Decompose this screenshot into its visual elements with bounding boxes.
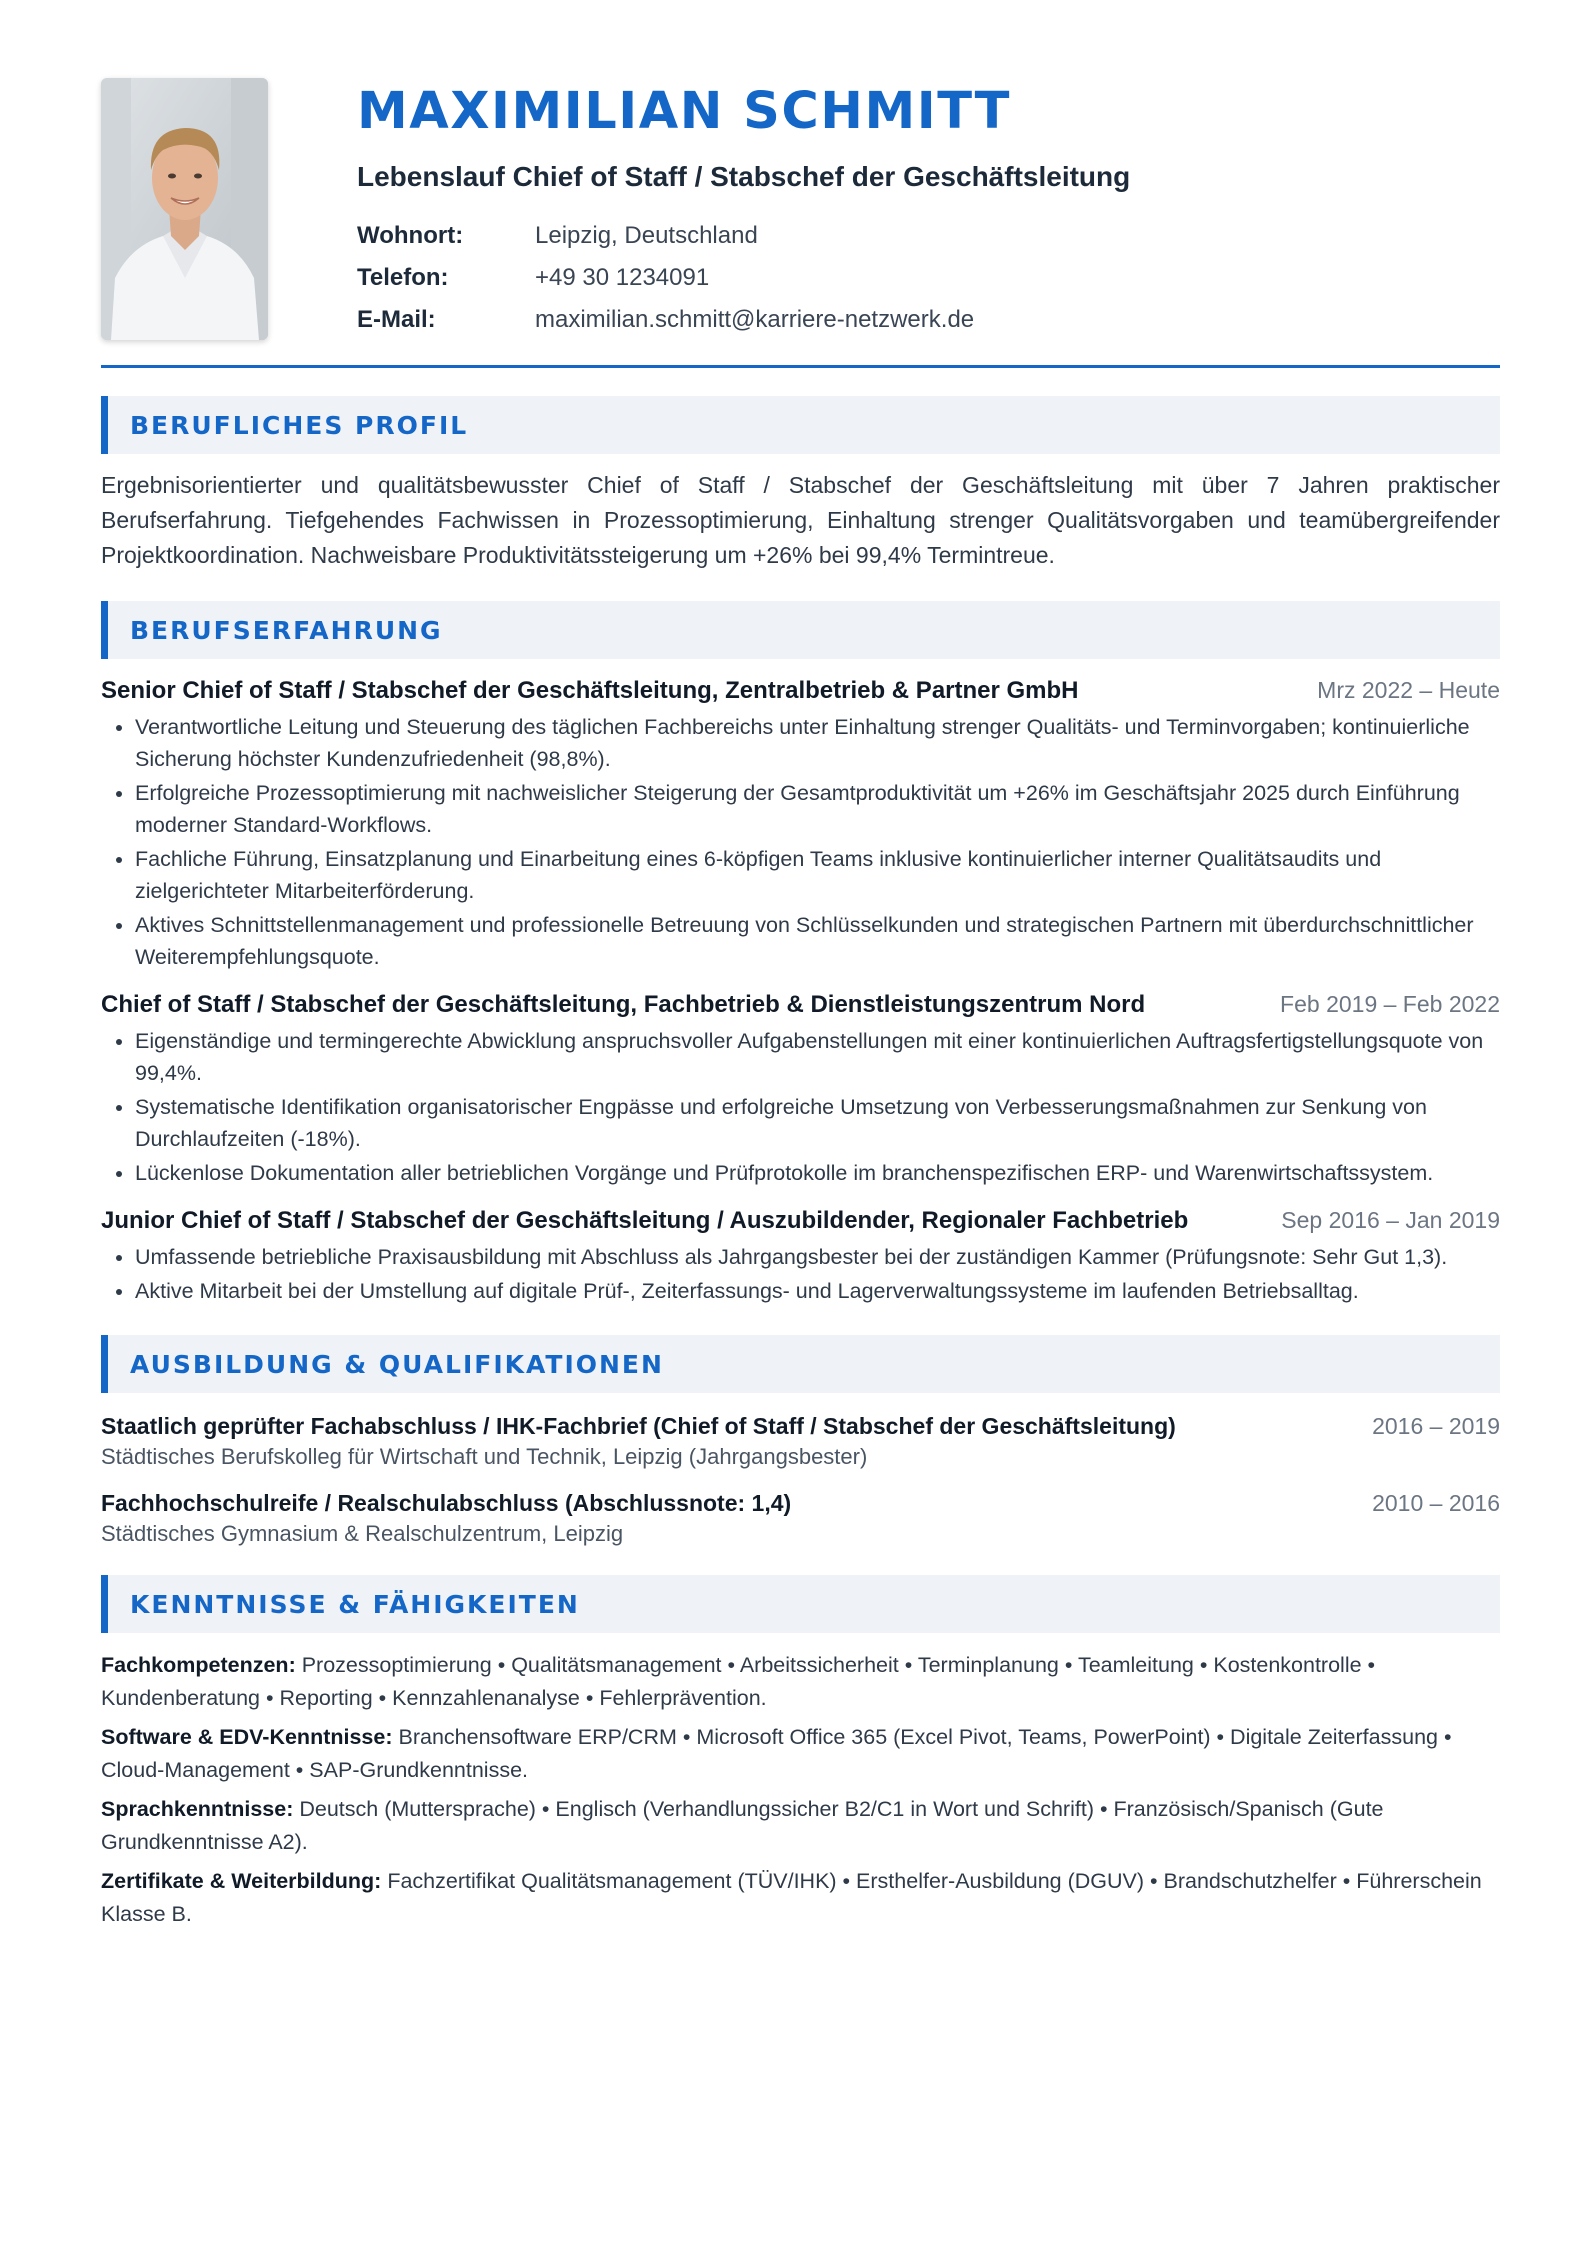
contact-label: E-Mail: [357,306,436,333]
skill-line [101,1649,1500,1715]
job-entry [101,991,1500,1189]
header-divider [101,365,1500,368]
skill-text: Deutsch (Muttersprache) • Englisch (Verhandlungssicher B2/C1 in Wort und Schrift) • Französisch/Spanisch (Gute Grundkenntnisse A2). [101,1797,1384,1854]
job-header [101,991,1500,1019]
education-title: Staatlich geprüfter Fachabschluss / IHK-Fachbrief (Chief of Staff / Stabschef der Geschäftsleitung) [101,1413,1176,1439]
job-bullets [101,711,1500,973]
skill-line [101,1721,1500,1787]
location-value: Leipzig, Deutschland [535,222,758,249]
education-institution: Städtisches Gymnasium & Realschulzentrum, Leipzig [101,1521,624,1546]
job-header [101,677,1500,705]
education-date: 2016 – 2019 [1372,1413,1500,1439]
contact-label: Wohnort: [357,222,464,249]
skill-label: Fachkompetenzen: [101,1653,296,1677]
section-title: KENNTNISSE & FÄHIGKEITEN [130,1589,580,1619]
section-header-profile [101,396,1500,454]
profile-photo [101,78,268,340]
education-date: 2010 – 2016 [1372,1490,1500,1516]
job-bullet: • Systematische Identifikation organisatorischer Engpässe und erfolgreiche Umsetzung von Verbesserungsmaßnahmen zur Senkung von Durchlaufzeiten (-18%). [135,1091,1500,1155]
education-title: Fachhochschulreife / Realschulabschluss (Abschlussnote: 1,4) [101,1490,792,1516]
job-header [101,1207,1500,1235]
job-bullet: • Fachliche Führung, Einsatzplanung und Einarbeitung eines 6-köpfigen Teams inklusive kontinuierlicher interner Qualitätsaudits und zielgerichteter Mitarbeiterförderung. [135,843,1500,907]
section-header-education [101,1335,1500,1393]
section-title: BERUFSERFAHRUNG [130,615,443,645]
job-bullet: • Erfolgreiche Prozessoptimierung mit nachweislicher Steigerung der Gesamtproduktivität um +26% im Geschäftsjahr 2025 durch Einführung moderner Standard-Workflows. [135,777,1500,841]
education-header [101,1490,1500,1517]
profile-text: Ergebnisorientierter und qualitätsbewusster Chief of Staff / Stabschef der Geschäftsleitung mit über 7 Jahren praktischer Berufserfahrung. Tiefgehendes Fachwissen in Prozessoptimierung, Einhaltung strenger Qualitätsvorgaben und teamübergreifender Projektkoordination. Nachweisbare Produktivitätssteigerung um +26% bei 99,4% Termintreue. [101,472,1500,568]
job-bullet: • Aktives Schnittstellenmanagement und professionelle Betreuung von Schlüsselkunden und strategischen Partnern mit überdurchschnittlicher Weiterempfehlungsquote. [135,909,1500,973]
resume-header [101,78,1500,341]
job-bullet: • Verantwortliche Leitung und Steuerung des täglichen Fachbereichs unter Einhaltung strenger Qualitäts- und Terminvorgaben; kontinuierliche Sicherung höchster Kundenzufriedenheit (98,8%). [135,711,1500,775]
candidate-name: MAXIMILIAN SCHMITT [357,82,1011,141]
job-bullet: • Eigenständige und termingerechte Abwicklung anspruchsvoller Aufgabenstellungen mit einer kontinuierlichen Auftragsfertigstellungsquote von 99,4%. [135,1025,1500,1089]
skill-line [101,1793,1500,1859]
resume-subtitle: Lebenslauf Chief of Staff / Stabschef der Geschäftsleitung [357,161,1131,192]
job-title: Senior Chief of Staff / Stabschef der Geschäftsleitung, Zentralbetrieb & Partner GmbH [101,677,1079,704]
portrait-image [101,78,268,340]
section-header-skills [101,1575,1500,1633]
job-date: Mrz 2022 – Heute [1317,677,1500,703]
section-header-experience [101,601,1500,659]
job-bullet: • Umfassende betriebliche Praxisausbildung mit Abschluss als Jahrgangsbester bei der zuständigen Kammer (Prüfungsnote: Sehr Gut 1,3). [135,1241,1500,1273]
education-entry [101,1413,1500,1470]
job-entry [101,1207,1500,1307]
skill-text: Fachzertifikat Qualitätsmanagement (TÜV/IHK) • Ersthelfer-Ausbildung (DGUV) • Brandschutzhelfer • Führerschein Klasse B. [101,1869,1482,1926]
skills-block [101,1649,1500,1931]
education-institution: Städtisches Berufskolleg für Wirtschaft und Technik, Leipzig (Jahrgangsbester) [101,1444,868,1469]
contact-row-location [357,215,1130,257]
skill-line [101,1865,1500,1931]
skill-label: Zertifikate & Weiterbildung: [101,1869,382,1893]
email-value: maximilian.schmitt@karriere-netzwerk.de [535,306,975,333]
contact-row-phone [357,257,1130,299]
job-bullet: • Aktive Mitarbeit bei der Umstellung auf digitale Prüf-, Zeiterfassungs- und Lagerverwaltungssysteme im laufenden Betriebsalltag. [135,1275,1500,1307]
education-header [101,1413,1500,1440]
job-bullets [101,1241,1500,1307]
job-date: Feb 2019 – Feb 2022 [1280,991,1500,1017]
section-title: BERUFLICHES PROFIL [130,410,469,440]
section-title: AUSBILDUNG & QUALIFIKATIONEN [130,1349,664,1379]
job-title: Chief of Staff / Stabschef der Geschäftsleitung, Fachbetrieb & Dienstleistungszentrum Nord [101,991,1146,1018]
skill-label: Sprachkenntnisse: [101,1797,294,1821]
skill-label: Software & EDV-Kenntnisse: [101,1725,393,1749]
education-entry [101,1490,1500,1547]
contact-block [357,215,1130,341]
job-date: Sep 2016 – Jan 2019 [1281,1207,1500,1233]
header-info [357,78,1130,341]
phone-value: +49 30 1234091 [535,264,710,291]
skill-text: Prozessoptimierung • Qualitätsmanagement • Arbeitssicherheit • Terminplanung • Teamleitung • Kostenkontrolle • Kundenberatung • Reporting • Kennzahlenanalyse • Fehlerprävention. [101,1653,1376,1710]
job-bullet: • Lückenlose Dokumentation aller betrieblichen Vorgänge und Prüfprotokolle im branchenspezifischen ERP- und Warenwirtschaftssystem. [135,1157,1500,1189]
job-bullets [101,1025,1500,1189]
contact-label: Telefon: [357,264,449,291]
skill-text: Branchensoftware ERP/CRM • Microsoft Office 365 (Excel Pivot, Teams, PowerPoint) • Digitale Zeiterfassung • Cloud-Management • SAP-Grundkenntnisse. [101,1725,1452,1782]
job-entry [101,677,1500,973]
contact-row-email [357,299,1130,341]
job-title: Junior Chief of Staff / Stabschef der Geschäftsleitung / Auszubildender, Regionaler Fachbetrieb [101,1207,1189,1234]
